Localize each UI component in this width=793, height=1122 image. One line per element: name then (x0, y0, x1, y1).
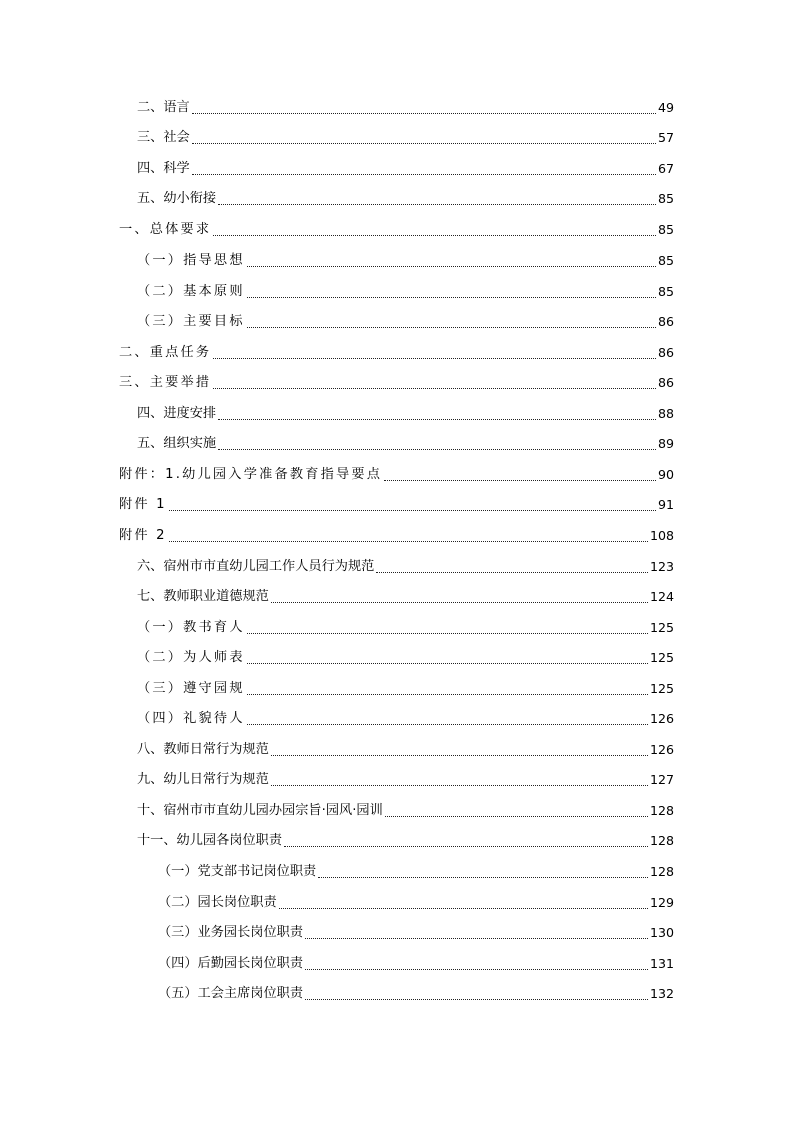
dot-leader (213, 235, 656, 236)
dot-leader (213, 388, 656, 389)
toc-page-number: 124 (649, 589, 674, 604)
toc-page-number: 128 (649, 833, 674, 848)
toc-entry[interactable] (137, 127, 674, 149)
toc-entry[interactable] (158, 892, 674, 914)
toc-page-number: 125 (649, 681, 674, 696)
dot-leader (218, 204, 656, 205)
toc-entry-title: 三、主要举措 (119, 375, 212, 390)
toc-entry[interactable] (119, 342, 674, 364)
dot-leader (247, 633, 648, 634)
toc-entry[interactable] (137, 250, 674, 272)
toc-entry-title: （三）遵守园规 (137, 681, 245, 696)
toc-entry[interactable] (137, 830, 674, 852)
toc-page-number: 67 (657, 161, 674, 176)
toc-page-number: 132 (649, 986, 674, 1001)
dot-leader (384, 480, 656, 481)
toc-entry[interactable] (119, 525, 674, 547)
toc-entry-title: 九、幼儿日常行为规范 (137, 772, 269, 787)
toc-page-number: 129 (649, 895, 674, 910)
toc-entry[interactable] (158, 983, 674, 1005)
toc-entry[interactable] (137, 403, 674, 425)
toc-entry[interactable] (119, 372, 674, 394)
dot-leader (247, 266, 656, 267)
toc-entry[interactable] (158, 953, 674, 975)
toc-page-number: 89 (657, 436, 674, 451)
toc-page-number: 128 (649, 864, 674, 879)
toc-entry-title: （二）为人师表 (137, 650, 245, 665)
toc-entry-title: （三）业务园长岗位职责 (158, 925, 304, 940)
toc-entry-title: 附件：1.幼儿园入学准备教育指导要点 (119, 467, 383, 482)
toc-entry[interactable] (137, 678, 674, 700)
toc-page-number: 85 (657, 222, 674, 237)
toc-page-number: 86 (657, 345, 674, 360)
toc-page-number: 123 (649, 559, 674, 574)
toc-entry-title: （一）教书育人 (137, 620, 245, 635)
dot-leader (305, 999, 648, 1000)
toc-entry[interactable] (137, 769, 674, 791)
toc-entry[interactable] (137, 800, 674, 822)
toc-entry[interactable] (137, 739, 674, 761)
toc-page-number: 125 (649, 620, 674, 635)
dot-leader (247, 724, 648, 725)
toc-page-number: 49 (657, 100, 674, 115)
toc-entry-title: （一）党支部书记岗位职责 (158, 864, 317, 879)
toc-entry-title: 二、重点任务 (119, 345, 212, 360)
toc-page-number: 126 (649, 742, 674, 757)
toc-entry-title: 六、宿州市市直幼儿园工作人员行为规范 (137, 559, 375, 574)
toc-entry-title: （一）指导思想 (137, 253, 245, 268)
toc-entry[interactable] (137, 647, 674, 669)
dot-leader (192, 113, 656, 114)
toc-page-number: 85 (657, 284, 674, 299)
toc-entry-title: 三、社会 (137, 130, 190, 145)
toc-page-number: 131 (649, 956, 674, 971)
toc-entry-title: 附件 2 (119, 528, 167, 543)
toc-entry-title: 二、语言 (137, 100, 190, 115)
toc-page-number: 85 (657, 253, 674, 268)
toc-entry-title: 八、教师日常行为规范 (137, 742, 269, 757)
dot-leader (247, 297, 656, 298)
toc-entry[interactable] (158, 861, 674, 883)
toc-entry[interactable] (137, 311, 674, 333)
toc-entry-title: 四、科学 (137, 161, 190, 176)
toc-entry[interactable] (137, 281, 674, 303)
dot-leader (247, 663, 648, 664)
toc-entry-title: 一、总体要求 (119, 222, 212, 237)
dot-leader (271, 602, 648, 603)
dot-leader (385, 816, 648, 817)
dot-leader (305, 938, 648, 939)
toc-entry-title: 四、进度安排 (137, 406, 217, 421)
toc-entry-title: （二）园长岗位职责 (158, 895, 277, 910)
toc-page-number: 108 (649, 528, 674, 543)
toc-entry[interactable] (137, 188, 674, 210)
toc-entry[interactable] (137, 97, 674, 119)
toc-entry-title: （五）工会主席岗位职责 (158, 986, 304, 1001)
toc-page-number: 88 (657, 406, 674, 421)
toc-page-number: 86 (657, 314, 674, 329)
dot-leader (318, 877, 648, 878)
dot-leader (247, 694, 648, 695)
toc-entry-title: 十一、幼儿园各岗位职责 (137, 833, 283, 848)
dot-leader (376, 572, 648, 573)
dot-leader (192, 174, 656, 175)
toc-page-number: 86 (657, 375, 674, 390)
dot-leader (213, 358, 656, 359)
dot-leader (192, 143, 656, 144)
dot-leader (247, 327, 656, 328)
toc-entry[interactable] (158, 922, 674, 944)
toc-entry[interactable] (119, 494, 674, 516)
dot-leader (218, 419, 656, 420)
toc-page-number: 85 (657, 191, 674, 206)
toc-entry[interactable] (137, 617, 674, 639)
toc-entry-title: （四）后勤园长岗位职责 (158, 956, 304, 971)
toc-entry-title: 五、组织实施 (137, 436, 217, 451)
dot-leader (218, 449, 656, 450)
dot-leader (305, 969, 648, 970)
toc-entry[interactable] (137, 158, 674, 180)
toc-entry[interactable] (137, 433, 674, 455)
toc-entry-title: （二）基本原则 (137, 284, 245, 299)
toc-entry-title: 七、教师职业道德规范 (137, 589, 269, 604)
dot-leader (169, 541, 648, 542)
toc-page-number: 126 (649, 711, 674, 726)
toc-page-number: 125 (649, 650, 674, 665)
toc-entry-title: 五、幼小衔接 (137, 191, 217, 206)
toc-entry[interactable] (137, 586, 674, 608)
toc-entry[interactable] (119, 219, 674, 241)
toc-entry-title: （三）主要目标 (137, 314, 245, 329)
dot-leader (284, 846, 648, 847)
toc-page-number: 128 (649, 803, 674, 818)
toc-entry-title: 附件 1 (119, 497, 167, 512)
toc-entry[interactable] (119, 464, 674, 486)
toc-page-number: 130 (649, 925, 674, 940)
dot-leader (169, 510, 656, 511)
toc-entry[interactable] (137, 708, 674, 730)
toc-entry-title: 十、宿州市市直幼儿园办园宗旨·园风·园训 (137, 803, 383, 818)
dot-leader (271, 785, 648, 786)
toc-entry-title: （四）礼貌待人 (137, 711, 245, 726)
toc-page-number: 57 (657, 130, 674, 145)
dot-leader (271, 755, 648, 756)
toc-page-number: 127 (649, 772, 674, 787)
toc-page-number: 90 (657, 467, 674, 482)
toc-page-number: 91 (657, 497, 674, 512)
dot-leader (279, 908, 648, 909)
toc-entry[interactable] (137, 556, 674, 578)
